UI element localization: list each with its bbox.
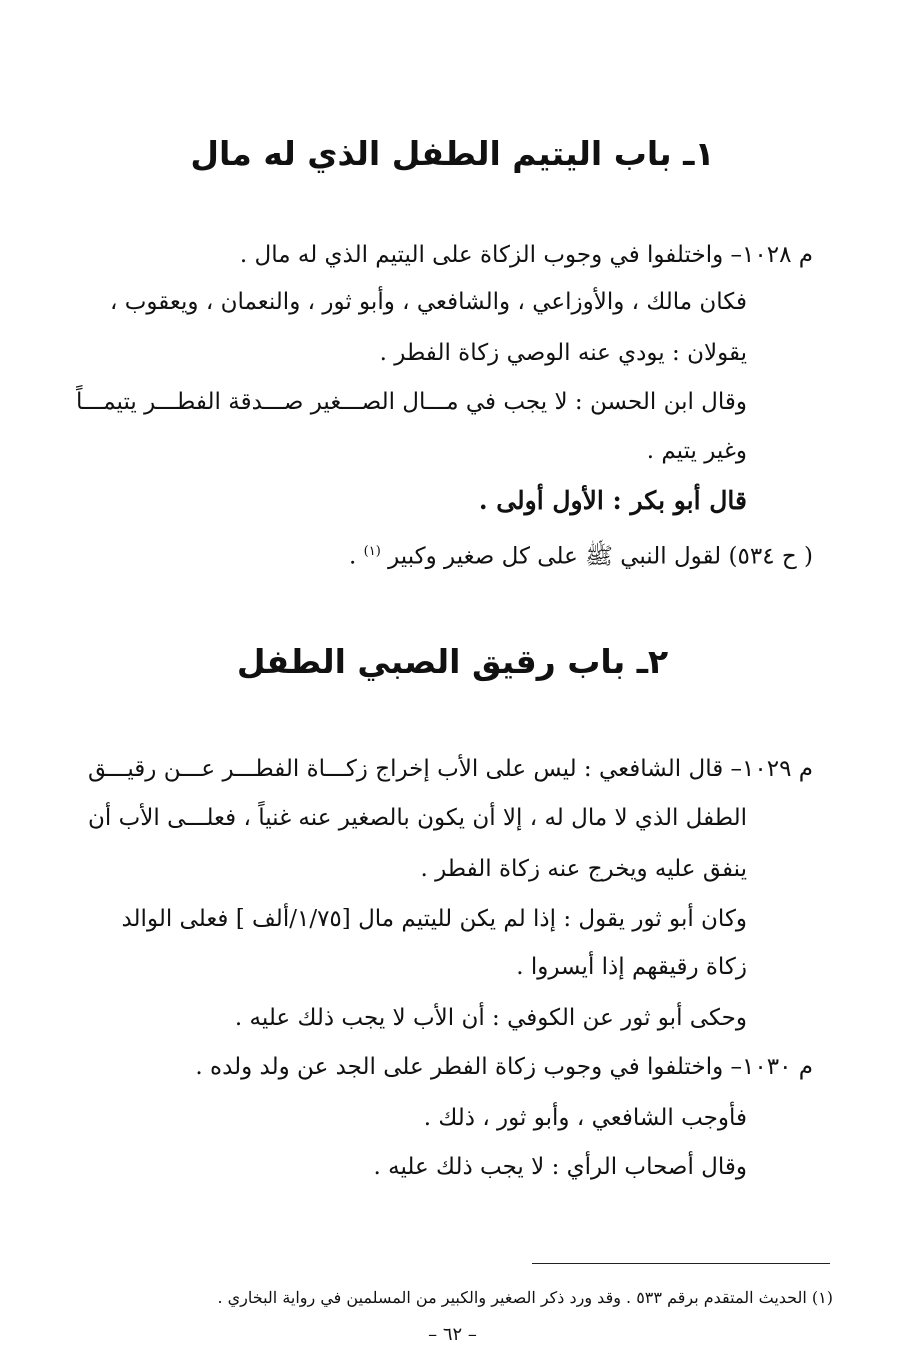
paragraph-line: فأوجب الشافعي ، وأبو ثور ، ذلك . xyxy=(423,1105,747,1131)
paragraph-line: وحكى أبو ثور عن الكوفي : أن الأب لا يجب ذلك عليه . xyxy=(234,1005,747,1031)
chapter-heading-2: ٢ـ باب رقيق الصبي الطفل xyxy=(236,642,669,681)
footnote: (١) الحديث المتقدم برقم ٥٣٣ . وقد ورد ذكر الصغير والكبير من المسلمين في رواية البخاري . xyxy=(217,1288,833,1307)
footnote-marker: (١) xyxy=(363,544,381,559)
paragraph-line: م ١٠٣٠– واختلفوا في وجوب زكاة الفطر على الجد عن ولد ولده . xyxy=(195,1054,813,1080)
paragraph-line: يقولان : يودي عنه الوصي زكاة الفطر . xyxy=(379,340,747,366)
paragraph-line: وغير يتيم . xyxy=(646,438,747,464)
paragraph-line: وقال ابن الحسن : لا يجب في مـــال الصـــغير صـــدقة الفطـــر يتيمـــاً xyxy=(76,389,747,415)
footnote-divider xyxy=(532,1263,830,1264)
hadith-end: . xyxy=(349,543,357,570)
hadith-text: ( ح ٥٣٤) لقول النبي ﷺ على كل صغير وكبير xyxy=(388,543,813,570)
page-number: – ٦٢ – xyxy=(428,1324,477,1345)
author-remark: قال أبو بكر : الأول أولى . xyxy=(478,486,747,515)
paragraph-line: وقال أصحاب الرأي : لا يجب ذلك عليه . xyxy=(373,1154,747,1180)
paragraph-line: الطفل الذي لا مال له ، إلا أن يكون بالصغير عنه غنياً ، فعلـــى الأب أن xyxy=(88,805,747,831)
paragraph-line: فكان مالك ، والأوزاعي ، والشافعي ، وأبو ثور ، والنعمان ، ويعقوب ، xyxy=(110,289,747,315)
hadith-line xyxy=(349,535,813,574)
paragraph-line: وكان أبو ثور يقول : إذا لم يكن لليتيم مال [١/٧٥/ألف ] فعلى الوالد xyxy=(121,906,747,932)
paragraph-line: م ١٠٢٨– واختلفوا في وجوب الزكاة على اليتيم الذي له مال . xyxy=(239,242,813,268)
paragraph-line: م ١٠٢٩– قال الشافعي : ليس على الأب إخراج زكـــاة الفطـــر عـــن رقيـــق xyxy=(87,756,813,782)
paragraph-line: ينفق عليه ويخرج عنه زكاة الفطر . xyxy=(420,856,747,882)
chapter-heading-1: ١ـ باب اليتيم الطفل الذي له مال xyxy=(190,134,715,173)
paragraph-line: زكاة رقيقهم إذا أيسروا . xyxy=(516,954,747,980)
